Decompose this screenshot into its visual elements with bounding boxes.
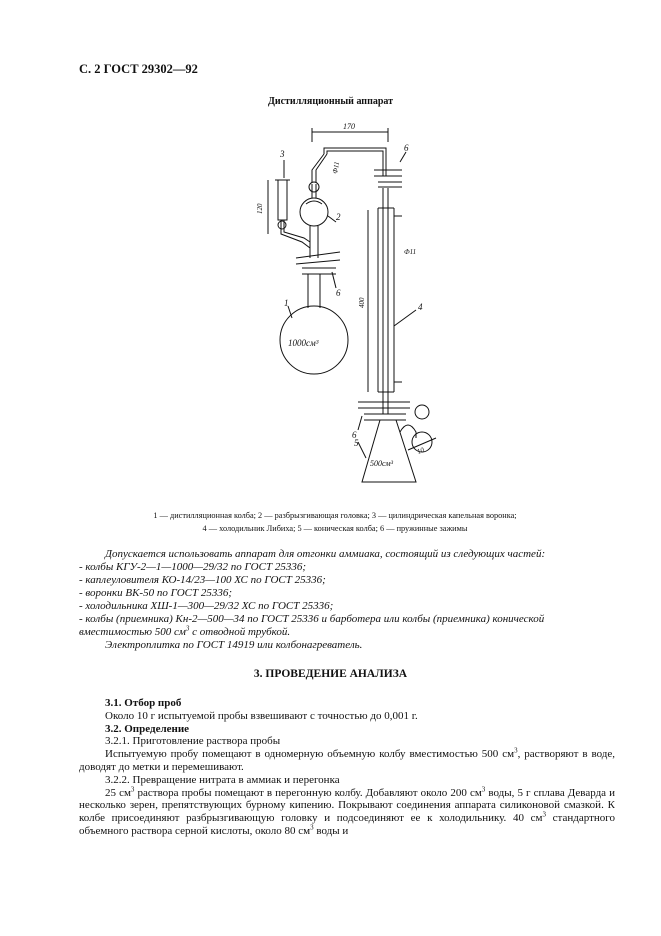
allowed-intro: Допускается использовать аппарат для отгонки аммиака, состоящий из следующих частей: (105, 548, 546, 560)
page-header: С. 2 ГОСТ 29302—92 (79, 62, 198, 76)
text-3-2-1: Испытуемую пробу помещают в одномерную объемную колбу вместимостью 500 $см^3$, растворяют в воде, доводят до метки и перемешивают. (79, 746, 615, 773)
label-6-bottom-leader (358, 416, 362, 430)
label-6-top-leader (400, 152, 406, 162)
label-4-leader (394, 310, 416, 326)
label-6-bottom: 6 (352, 430, 357, 440)
condenser-inlet (394, 216, 402, 382)
dim-10-text: 10 (415, 445, 426, 456)
spray-head-stem (310, 226, 318, 258)
text-3-1: Около 10 г испытуемой пробы взвешивают с точностью до 0,001 г. (105, 709, 418, 722)
label-5-leader (358, 442, 366, 458)
conical-flask (362, 420, 416, 482)
clamp-top (374, 170, 402, 187)
funnel-stem (281, 220, 310, 248)
spray-head-inner (306, 184, 322, 204)
caption-line-2: 4 — холодильник Либиха; 5 — коническая колба; 6 — пружинные зажимы (202, 524, 468, 533)
allowed-stove: Электроплитка по ГОСТ 14919 или колбонагреватель. (105, 639, 363, 651)
condenser-inner (383, 188, 388, 414)
spray-head-bulb (300, 198, 328, 226)
label-2-leader (328, 216, 336, 222)
figure-title: Дистилляционный аппарат (267, 96, 394, 107)
dropping-funnel (278, 180, 287, 220)
heading-3-1: 3.1. Отбор проб (105, 697, 182, 709)
label-5: 5 (354, 438, 359, 448)
allowed-apparatus-list (79, 548, 619, 652)
label-6-mid: 6 (336, 288, 341, 298)
allowed-item-2: - каплеуловителя КО-14/23—100 ХС по ГОСТ 25336; (79, 574, 326, 586)
label-4: 4 (418, 302, 423, 312)
text-3-2-2: 25 $см^3$ раствора пробы помещают в перегонную колбу. Добавляют около 200 $см^3$ воды, 5 г сплава Деварда и несколько зерен, препятствующих бурному кипению. Покрывают соединения аппарата силиконовой смазкой. К колбе присоединяют разбрызгивающую головку и подсоединяют ее к холодильнику. 40 $см^3$ стандартного объемного раствора серной кислоты, около 80 $см^3$ воды и (79, 784, 616, 837)
allowed-item-1: - колбы КГУ-2—1—1000—29/32 по ГОСТ 25336; (79, 561, 306, 573)
section-3-heading: 3. ПРОВЕДЕНИЕ АНАЛИЗА (253, 668, 408, 680)
flask-neck (308, 274, 320, 308)
clamp-middle (296, 252, 340, 274)
condenser-jacket (378, 208, 394, 392)
label-1: 1 (284, 298, 289, 308)
heading-3-2: 3.2. Определение (105, 722, 190, 735)
condenser-diameter-text: Ф11 (404, 248, 417, 256)
heading-3-2-2: 3.2.2. Превращение нитрата в аммиак и перегонка (105, 773, 340, 786)
figure-caption (100, 509, 570, 535)
allowed-item-3: - воронки ВК-50 по ГОСТ 25336; (79, 587, 233, 599)
dim-170-text: 170 (343, 122, 355, 131)
analysis-body (79, 697, 615, 838)
distillation-apparatus-diagram (240, 112, 440, 502)
clamp-bottom (358, 402, 410, 420)
tube-diameter-text: Ф11 (331, 161, 342, 175)
label-3: 3 (280, 149, 285, 159)
caption-line-1: 1 — дистилляционная колба; 2 — разбрызгивающая головка; 3 — цилиндрическая капельная воронка; (153, 511, 517, 520)
spray-head-small-bulb (309, 182, 319, 192)
flask-volume: 1000см³ (288, 338, 319, 348)
label-2: 2 (336, 212, 341, 222)
receiver-volume: 500см³ (370, 459, 394, 468)
funnel-stopcock (278, 221, 286, 229)
bubbler-bulb-top (415, 405, 429, 419)
allowed-item-4: - холодильника ХШ-1—300—29/32 ХС по ГОСТ 25336; (79, 600, 334, 612)
dim-400-text: 400 (358, 297, 366, 308)
spray-head (312, 154, 327, 182)
allowed-item-5: - колбы (приемника) Кн-2—500—34 по ГОСТ 25336 и барботера или колбы (приемника) конической вместимостью 500 $см^3$ с отводной трубкой. (79, 613, 545, 638)
label-6-top: 6 (404, 143, 409, 153)
dim-120-text: 120 (256, 203, 264, 214)
heading-3-2-1: 3.2.1. Приготовление раствора пробы (105, 735, 281, 748)
